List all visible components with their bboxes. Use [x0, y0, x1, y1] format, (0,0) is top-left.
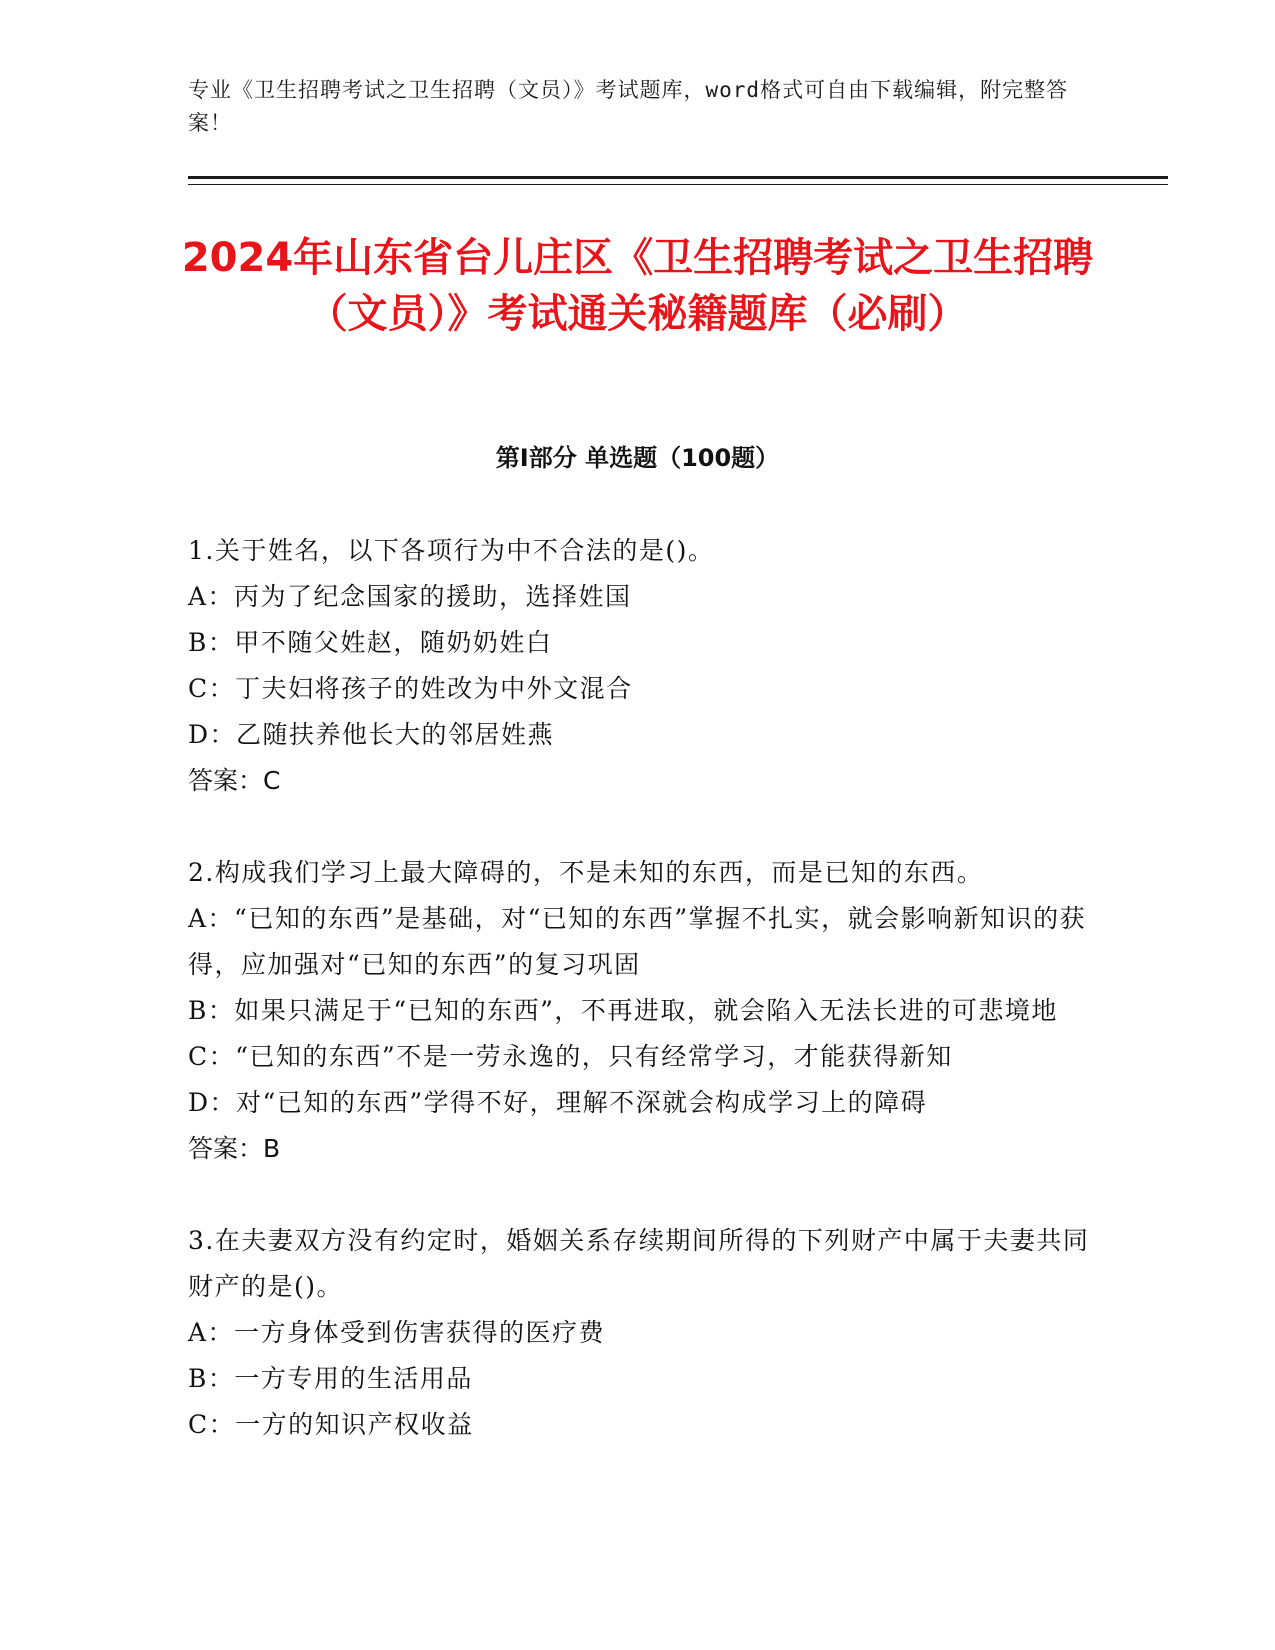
option-c: C：“已知的东西”不是一劳永逸的，只有经常学习，才能获得新知: [188, 1042, 953, 1071]
option-b: B：甲不随父姓赵，随奶奶姓白: [188, 628, 553, 657]
question-2: [188, 850, 1093, 1172]
option-d: D：对“已知的东西”学得不好，理解不深就会构成学习上的障碍: [188, 1088, 928, 1117]
header-note: 专业《卫生招聘考试之卫生招聘（文员）》考试题库，word格式可自由下载编辑，附完整答案！: [188, 78, 1069, 135]
question-stem: 3.在夫妻双方没有约定时，婚姻关系存续期间所得的下列财产中属于夫妻共同财产的是()。: [188, 1226, 1090, 1301]
question-list: [188, 528, 1093, 1494]
header-divider-thin: [188, 184, 1168, 185]
question-3: [188, 1218, 1093, 1448]
option-c: C：一方的知识产权收益: [188, 1410, 474, 1439]
question-stem: 1.关于姓名，以下各项行为中不合法的是()。: [188, 536, 715, 565]
option-d: D：乙随扶养他长大的邻居姓燕: [188, 720, 555, 749]
header-divider-thick: [188, 176, 1168, 179]
option-a: A：“已知的东西”是基础，对“已知的东西”掌握不扎实，就会影响新知识的获得，应加强对“已知的东西”的复习巩固: [188, 904, 1087, 979]
document-title: 2024年山东省台儿庄区《卫生招聘考试之卫生招聘（文员）》考试通关秘籍题库（必刷）: [181, 235, 1094, 337]
answer: 答案：B: [188, 1134, 281, 1163]
question-stem: 2.构成我们学习上最大障碍的，不是未知的东西，而是已知的东西。: [188, 858, 984, 887]
option-a: A：一方身体受到伤害获得的医疗费: [188, 1318, 606, 1347]
option-a: A：丙为了纪念国家的援助，选择姓国: [188, 582, 632, 611]
answer: 答案：C: [188, 766, 281, 795]
option-c: C：丁夫妇将孩子的姓改为中外文混合: [188, 674, 633, 703]
option-b: B：如果只满足于“已知的东西”，不再进取，就会陷入无法长进的可悲境地: [188, 996, 1058, 1025]
option-b: B：一方专用的生活用品: [188, 1364, 473, 1393]
section-title: 第Ⅰ部分 单选题（100题）: [495, 444, 780, 472]
question-1: [188, 528, 1093, 804]
